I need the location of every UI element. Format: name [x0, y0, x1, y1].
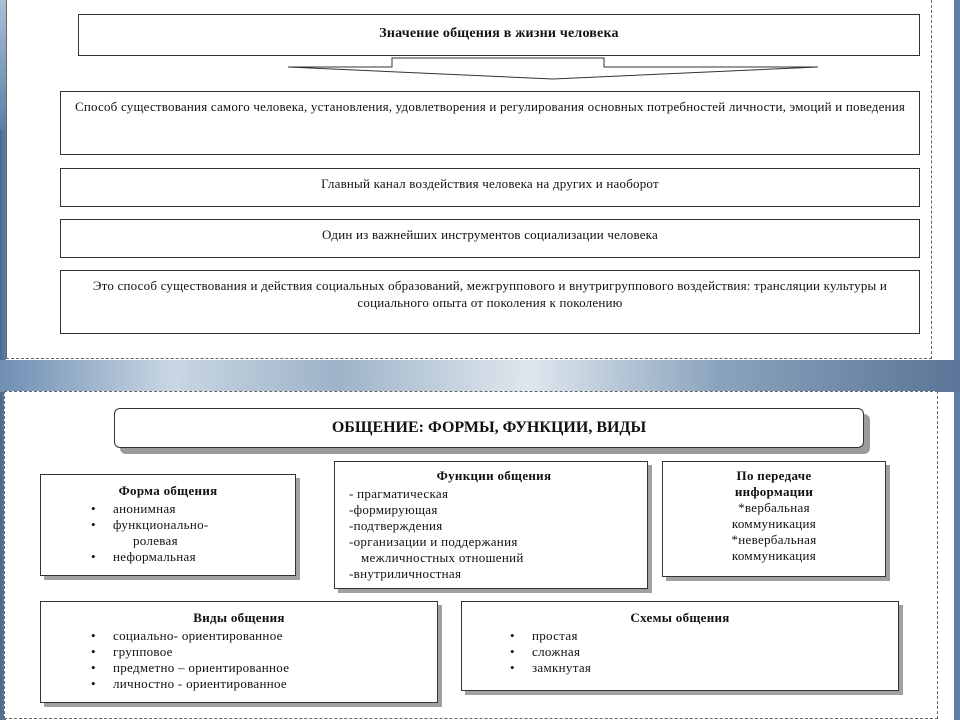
list-item: • личностно - ориентированное	[113, 676, 431, 692]
significance-item-3: Один из важнейших инструментов социализации человека	[60, 219, 920, 258]
transmission-card	[662, 461, 886, 577]
list-item: коммуникация	[731, 516, 817, 531]
list-item: • групповое	[113, 644, 431, 660]
down-arrow-icon	[288, 56, 818, 80]
list-item: - прагматическая	[349, 486, 449, 501]
list-item-continuation: межличностных отношений	[361, 550, 524, 565]
transmission-heading-line1: По передаче	[736, 468, 812, 483]
list-item: -формирующая	[349, 502, 438, 517]
list-item: *вербальная	[738, 500, 810, 515]
list-item: • социально- ориентированное	[113, 628, 431, 644]
list-item: • неформальная	[113, 549, 289, 565]
types-heading: Виды общения	[193, 610, 285, 625]
list-item: • предметно – ориентированное	[113, 660, 431, 676]
forms-heading: Форма общения	[118, 483, 218, 498]
list-item: -организации и поддержания	[349, 534, 518, 549]
list-item: • простая	[532, 628, 892, 644]
communication-title: ОБЩЕНИЕ: ФОРМЫ, ФУНКЦИИ, ВИДЫ	[114, 408, 864, 448]
functions-heading: Функции общения	[436, 468, 552, 483]
schemes-heading: Схемы общения	[630, 610, 730, 625]
background-photo-band	[0, 360, 960, 392]
schemes-card	[461, 601, 899, 691]
list-item: • замкнутая	[532, 660, 892, 676]
transmission-heading-line2: информации	[734, 484, 814, 499]
list-item: -подтверждения	[349, 518, 443, 533]
list-item: • функционально-	[113, 517, 289, 533]
list-item: коммуникация	[731, 548, 817, 563]
significance-item-4: Это способ существования и действия социальных образований, межгруппового и внутригруппового воздействия: трансляции культуры и социального опыта от поколения к поколению	[60, 270, 920, 334]
functions-card	[334, 461, 648, 589]
significance-item-2: Главный канал воздействия человека на других и наоборот	[60, 168, 920, 207]
list-item: -внутриличностная	[349, 566, 462, 581]
list-item-continuation: ролевая	[133, 533, 178, 548]
types-card	[40, 601, 438, 703]
top-title: Значение общения в жизни человека	[78, 14, 920, 56]
significance-item-1: Способ существования самого человека, установления, удовлетворения и регулирования основных потребностей личности, эмоций и поведения	[60, 91, 920, 155]
list-item: • сложная	[532, 644, 892, 660]
forms-card	[40, 474, 296, 576]
list-item: • анонимная	[113, 501, 289, 517]
list-item: *невербальная	[731, 532, 817, 547]
